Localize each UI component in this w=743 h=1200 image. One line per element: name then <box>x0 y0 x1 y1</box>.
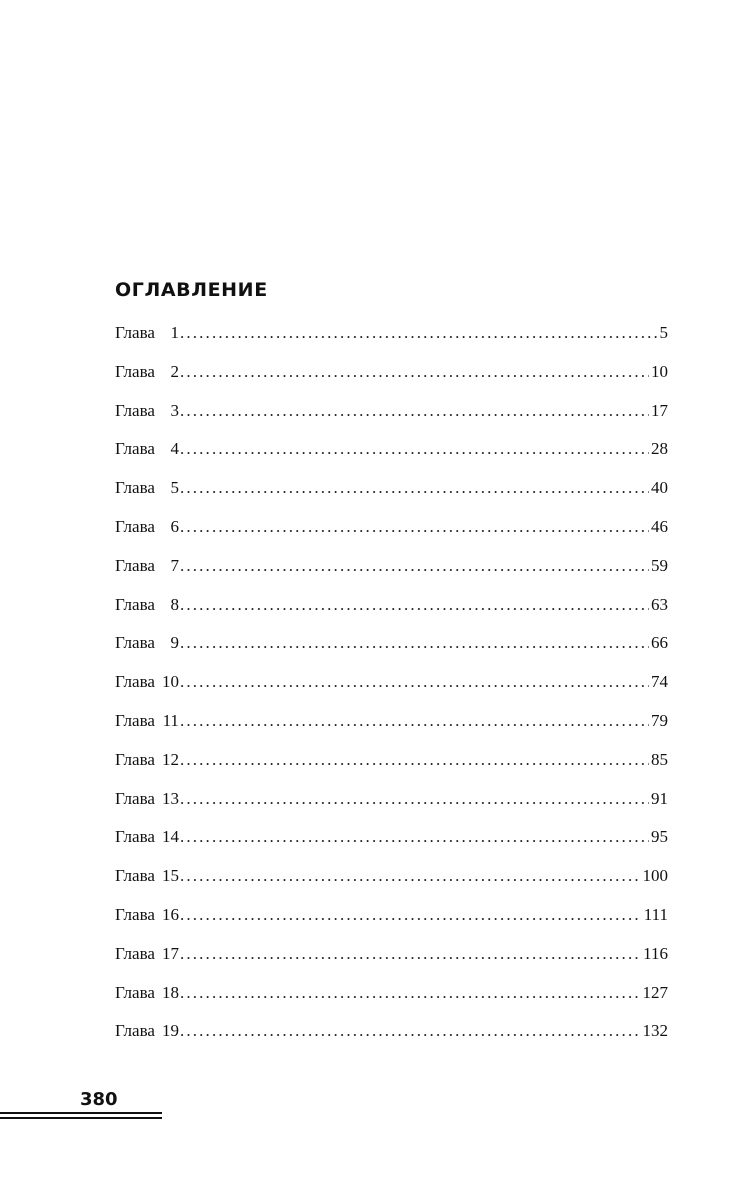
chapter-number: 4 <box>170 439 179 459</box>
chapter-page-number: 63 <box>651 594 668 614</box>
footer-rule-bottom <box>0 1117 162 1119</box>
chapter-number: 3 <box>170 400 179 420</box>
toc-entry <box>115 672 668 711</box>
footer-rule-top <box>0 1112 162 1114</box>
dot-leader <box>180 439 649 459</box>
chapter-label: Глава <box>115 904 155 924</box>
toc-entry <box>115 866 668 905</box>
table-of-contents <box>115 323 668 1060</box>
chapter-number: 2 <box>170 361 179 381</box>
chapter-label: Глава <box>115 516 155 536</box>
chapter-number: 6 <box>170 516 179 536</box>
chapter-label: Глава <box>115 361 155 381</box>
toc-entry <box>115 401 668 440</box>
chapter-number: 19 <box>161 1021 179 1041</box>
toc-entry <box>115 827 668 866</box>
chapter-number: 8 <box>170 594 179 614</box>
chapter-page-number: 91 <box>651 788 668 808</box>
toc-entry <box>115 556 668 595</box>
chapter-number: 9 <box>170 633 179 653</box>
toc-entry <box>115 362 668 401</box>
chapter-page-number: 127 <box>642 982 668 1002</box>
dot-leader <box>180 866 641 886</box>
chapter-label: Глава <box>115 478 155 498</box>
dot-leader <box>180 944 641 964</box>
dot-leader <box>180 556 649 576</box>
chapter-number: 1 <box>170 323 179 342</box>
chapter-number: 13 <box>161 788 179 808</box>
chapter-label: Глава <box>115 555 155 575</box>
chapter-page-number: 79 <box>651 710 668 730</box>
chapter-label: Глава <box>115 788 155 808</box>
chapter-label: Глава <box>115 710 155 730</box>
chapter-number: 17 <box>161 943 179 963</box>
dot-leader <box>180 633 649 653</box>
chapter-label: Глава <box>115 323 155 342</box>
dot-leader <box>180 672 649 692</box>
chapter-page-number: 28 <box>651 439 668 459</box>
page-number: 380 <box>80 1089 118 1110</box>
chapter-page-number: 17 <box>651 400 668 420</box>
toc-entry <box>115 1021 668 1060</box>
chapter-number: 5 <box>170 478 179 498</box>
chapter-label: Глава <box>115 1021 155 1041</box>
chapter-label: Глава <box>115 400 155 420</box>
chapter-number: 12 <box>161 749 179 769</box>
chapter-number: 10 <box>161 672 179 692</box>
chapter-page-number: 46 <box>651 516 668 536</box>
toc-entry <box>115 905 668 944</box>
chapter-page-number: 116 <box>643 943 668 963</box>
chapter-label: Глава <box>115 982 155 1002</box>
dot-leader <box>180 711 649 731</box>
chapter-label: Глава <box>115 594 155 614</box>
chapter-page-number: 85 <box>651 749 668 769</box>
toc-heading: ОГЛАВЛЕНИЕ <box>115 279 268 301</box>
chapter-page-number: 66 <box>651 633 668 653</box>
toc-entry <box>115 478 668 517</box>
dot-leader <box>180 827 649 847</box>
dot-leader <box>180 595 649 615</box>
chapter-label: Глава <box>115 749 155 769</box>
dot-leader <box>180 323 658 343</box>
chapter-page-number: 100 <box>642 866 668 886</box>
dot-leader <box>180 362 649 382</box>
chapter-number: 14 <box>161 827 179 847</box>
chapter-number: 16 <box>161 904 179 924</box>
toc-entry <box>115 517 668 556</box>
toc-entry <box>115 789 668 828</box>
chapter-label: Глава <box>115 827 155 847</box>
toc-entry <box>115 323 668 362</box>
chapter-number: 7 <box>170 555 179 575</box>
dot-leader <box>180 905 642 925</box>
chapter-page-number: 111 <box>643 904 668 924</box>
dot-leader <box>180 478 649 498</box>
dot-leader <box>180 750 649 770</box>
chapter-label: Глава <box>115 672 155 692</box>
dot-leader <box>180 517 649 537</box>
chapter-page-number: 10 <box>651 361 668 381</box>
chapter-label: Глава <box>115 943 155 963</box>
chapter-number: 11 <box>162 710 179 730</box>
chapter-number: 15 <box>161 866 179 886</box>
chapter-page-number: 40 <box>651 478 668 498</box>
chapter-label: Глава <box>115 439 155 459</box>
chapter-page-number: 74 <box>651 672 668 692</box>
chapter-page-number: 5 <box>659 323 668 342</box>
toc-entry <box>115 750 668 789</box>
dot-leader <box>180 1021 641 1041</box>
toc-entry <box>115 439 668 478</box>
chapter-page-number: 95 <box>651 827 668 847</box>
dot-leader <box>180 983 641 1003</box>
chapter-label: Глава <box>115 633 155 653</box>
chapter-page-number: 59 <box>651 555 668 575</box>
chapter-label: Глава <box>115 866 155 886</box>
chapter-page-number: 132 <box>642 1021 668 1041</box>
chapter-number: 18 <box>161 982 179 1002</box>
toc-entry <box>115 633 668 672</box>
dot-leader <box>180 401 649 421</box>
dot-leader <box>180 789 649 809</box>
toc-entry <box>115 944 668 983</box>
toc-entry <box>115 595 668 634</box>
toc-entry <box>115 983 668 1022</box>
toc-entry <box>115 711 668 750</box>
